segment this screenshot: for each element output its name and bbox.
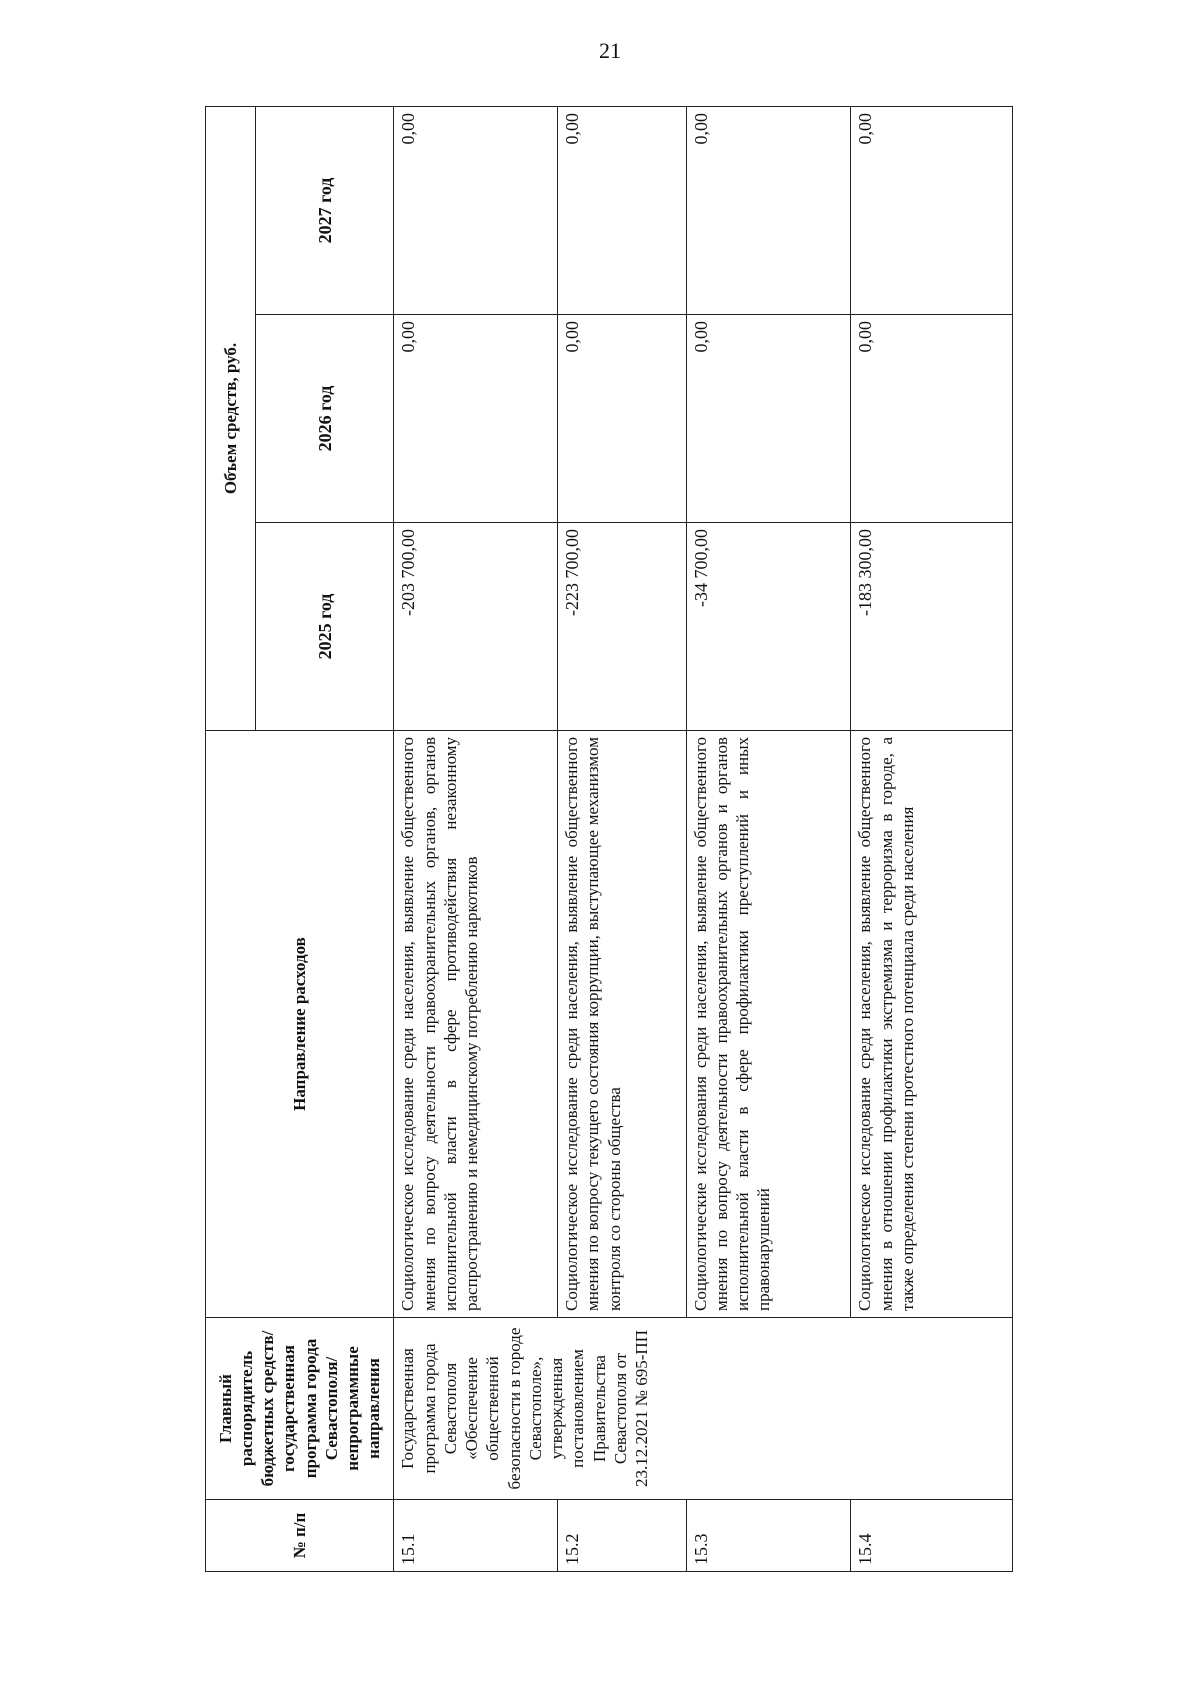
expenditure-table: [205, 106, 1013, 1572]
header-year-2026: 2026 год: [256, 315, 394, 523]
row-value-2026: 0,00: [851, 315, 1013, 523]
rotated-table-frame: [205, 107, 1013, 1572]
row-num: 15.2: [558, 1500, 687, 1572]
row-value-2027: 0,00: [394, 107, 558, 315]
row-value-2027: 0,00: [686, 107, 851, 315]
table-header-row: [206, 107, 256, 1572]
header-chief: Главный распорядитель бюджетных средств/государственная программа города Севастополя/непрограммные направления: [206, 1318, 394, 1500]
rotated-table-area: [205, 107, 1200, 1565]
row-direction: Социологические исследования среди населения, выявление общественного мнения по вопросу деятельности правоохранительных органов и органов исполнительной власти в сфере профилактики преступлений и иных правонарушений: [686, 731, 851, 1318]
row-value-2027: 0,00: [558, 107, 687, 315]
chief-cell-continued: [851, 1318, 1013, 1500]
header-year-2025: 2025 год: [256, 523, 394, 731]
row-value-2025: -223 700,00: [558, 523, 687, 731]
page-number: 21: [599, 38, 621, 63]
header-volume: Объем средств, руб.: [206, 107, 256, 731]
row-value-2026: 0,00: [394, 315, 558, 523]
row-direction: Социологическое исследование среди населения, выявление общественного мнения по вопросу деятельности правоохранительных органов, органов исполнительной власти в сфере противодействия незаконному распространению и немедицинскому потреблению наркотиков: [394, 731, 558, 1318]
row-direction: Социологическое исследование среди населения, выявление общественного мнения в отношении профилактики экстремизма и терроризма в городе, а также определения степени протестного потенциала среди населения: [851, 731, 1013, 1318]
header-year-2027: 2027 год: [256, 107, 394, 315]
row-value-2027: 0,00: [851, 107, 1013, 315]
row-value-2025: -34 700,00: [686, 523, 851, 731]
row-value-2025: -203 700,00: [394, 523, 558, 731]
chief-cell: Государственная программа города Севастополя «Обеспечение общественной безопасности в городе Севастополе», утвержденная постановлением Правительства Севастополя от 23.12.2021 № 695-ПП: [394, 1318, 686, 1500]
row-num: 15.4: [851, 1500, 1013, 1572]
row-value-2025: -183 300,00: [851, 523, 1013, 731]
table-row: [851, 107, 1013, 1572]
table-row: [686, 107, 851, 1572]
row-value-2026: 0,00: [686, 315, 851, 523]
row-value-2026: 0,00: [558, 315, 687, 523]
header-direction: Направление расходов: [206, 731, 394, 1318]
row-num: 15.3: [686, 1500, 851, 1572]
row-direction: Социологическое исследование среди населения, выявление общественного мнения по вопросу текущего состояния коррупции, выступающее механизмом контроля со стороны общества: [558, 731, 687, 1318]
row-num: 15.1: [394, 1500, 558, 1572]
header-num: № п/п: [206, 1500, 394, 1572]
chief-cell-continued: [686, 1318, 851, 1500]
table-row: [394, 107, 558, 1572]
